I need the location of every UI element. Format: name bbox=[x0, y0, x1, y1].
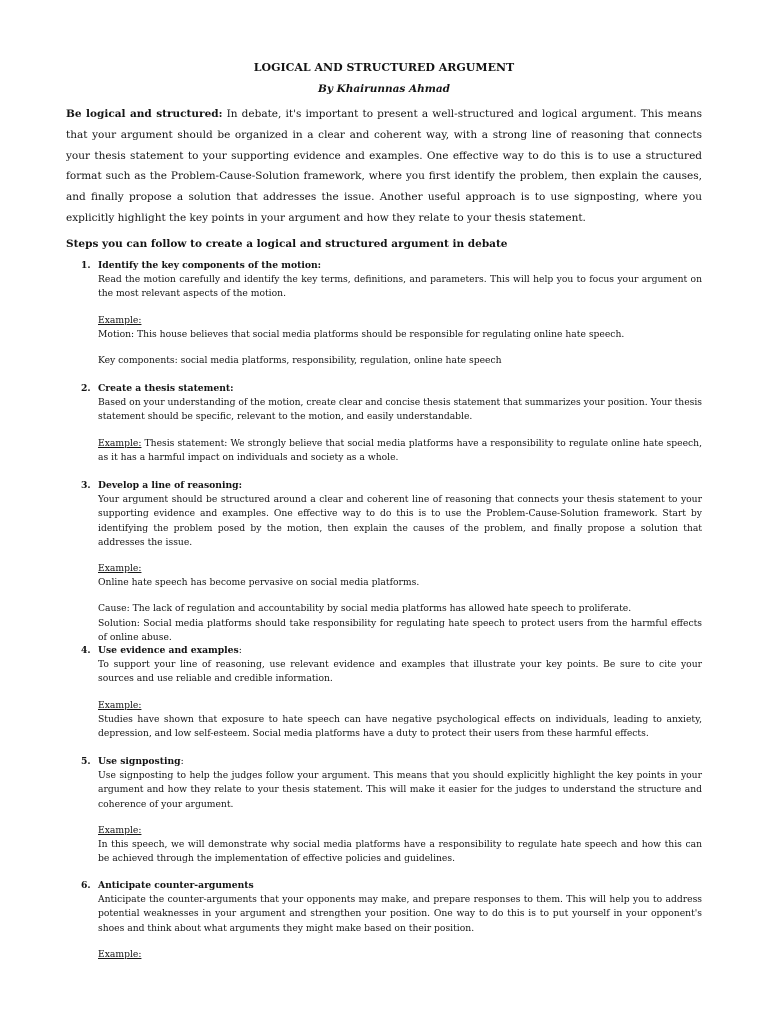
step-number: 6. bbox=[81, 880, 91, 891]
example-label: Example: bbox=[98, 699, 142, 711]
step-heading: Develop a line of reasoning: bbox=[98, 480, 242, 491]
example-text: Thesis statement: We strongly believe that social media platforms have a responsibility to regulate online hate speech, as it has a harmful impact on individuals and society as a whole. bbox=[98, 437, 702, 463]
step-item-5 bbox=[66, 755, 702, 866]
example-text: Cause: The lack of regulation and accountability by social media platforms has allowed hate speech to proliferate. bbox=[98, 603, 632, 615]
step-item-2 bbox=[66, 382, 702, 465]
intro-paragraph bbox=[66, 104, 702, 229]
example-text: Online hate speech has become pervasive on social media platforms. bbox=[98, 577, 420, 589]
step-heading-suffix: : bbox=[238, 645, 242, 656]
step-description: To support your line of reasoning, use relevant evidence and examples that illustrate your key points. Be sure to cite your sources and use reliable and credible information. bbox=[98, 659, 702, 685]
step-number: 3. bbox=[81, 480, 91, 491]
step-number: 5. bbox=[81, 756, 91, 767]
step-heading: Anticipate counter-arguments bbox=[98, 880, 254, 891]
step-heading: Use signposting bbox=[98, 756, 181, 767]
step-description: Based on your understanding of the motion, create clear and concise thesis statement that summarizes your position. Your thesis statement should be specific, relevant to the motion, and easily understandable. bbox=[98, 397, 703, 423]
step-heading-suffix: : bbox=[180, 756, 184, 767]
example-text: Motion: This house believes that social media platforms should be responsible for regulating online hate speech. bbox=[98, 328, 625, 340]
step-heading: Use evidence and examples bbox=[98, 645, 239, 656]
example-text: Solution: Social media platforms should take responsibility for regulating hate speech to protect users from the harmful effects of online abuse. bbox=[98, 617, 702, 643]
example-label: Example: bbox=[98, 437, 142, 449]
example-text: In this speech, we will demonstrate why social media platforms have a responsibility to regulate hate speech and how this can be achieved through the implementation of effective policies and guidelines. bbox=[98, 839, 702, 865]
step-item-3 bbox=[66, 479, 702, 645]
step-item-1 bbox=[66, 259, 702, 368]
example-label: Example: bbox=[98, 563, 142, 575]
intro-lead: Be logical and structured: bbox=[66, 108, 223, 120]
example-text: Key components: social media platforms, responsibility, regulation, online hate speech bbox=[98, 355, 502, 367]
example-label: Example: bbox=[98, 824, 142, 836]
example-text: Studies have shown that exposure to hate speech can have negative psychological effects on individuals, leading to anxiety, depression, and low self-esteem. Social media platforms have a duty to protect their users from these harmful effects. bbox=[98, 713, 702, 740]
steps-heading: Steps you can follow to create a logical and structured argument in debate bbox=[66, 238, 508, 250]
example-label: Example: bbox=[98, 314, 142, 326]
document-title: LOGICAL AND STRUCTURED ARGUMENT bbox=[253, 61, 515, 74]
step-item-6 bbox=[66, 879, 702, 962]
step-description: Read the motion carefully and identify the key terms, definitions, and parameters. This will help you to focus your argument on the most relevant aspects of the motion. bbox=[98, 274, 702, 300]
step-number: 2. bbox=[81, 383, 91, 394]
intro-text: In debate, it's important to present a well-structured and logical argument. This means that your argument should be organized in a clear and coherent way, with a strong line of reasoning that connects your thesis statement to your supporting evidence and examples. One effective way to do this is to use a structured format such as the Problem-Cause-Solution framework, where you first identify the problem, then explain the causes, and finally propose a solution that addresses the issue. Another useful approach is to use signposting, where you explicitly highlight the key points in your argument and how they relate to your thesis statement. bbox=[66, 108, 702, 224]
example-label: Example: bbox=[98, 948, 142, 960]
step-heading: Identify the key components of the motion: bbox=[98, 260, 322, 271]
step-number: 1. bbox=[81, 260, 91, 271]
step-description: Use signposting to help the judges follow your argument. This means that you should explicitly highlight the key points in your argument and how they relate to your thesis statement. This will make it easier for the judges to understand the structure and coherence of your argument. bbox=[98, 770, 702, 810]
step-number: 4. bbox=[81, 645, 91, 656]
step-item-4 bbox=[66, 644, 702, 741]
step-description: Anticipate the counter-arguments that your opponents may make, and prepare responses to them. This will help you to address potential weaknesses in your argument and strengthen your position. One way to do this is to put yourself in your opponent's shoes and think about what arguments they might make based on their position. bbox=[98, 894, 702, 934]
step-description: Your argument should be structured around a clear and coherent line of reasoning that connects your thesis statement to your supporting evidence and examples. One effective way to do this is to use the Problem-Cause-Solution framework. Start by identifying the problem posed by the motion, then explain the causes of the problem, and finally propose a solution that addresses the issue. bbox=[98, 494, 702, 548]
step-heading: Create a thesis statement: bbox=[98, 383, 234, 394]
document-author: By Khairunnas Ahmad bbox=[317, 83, 451, 95]
